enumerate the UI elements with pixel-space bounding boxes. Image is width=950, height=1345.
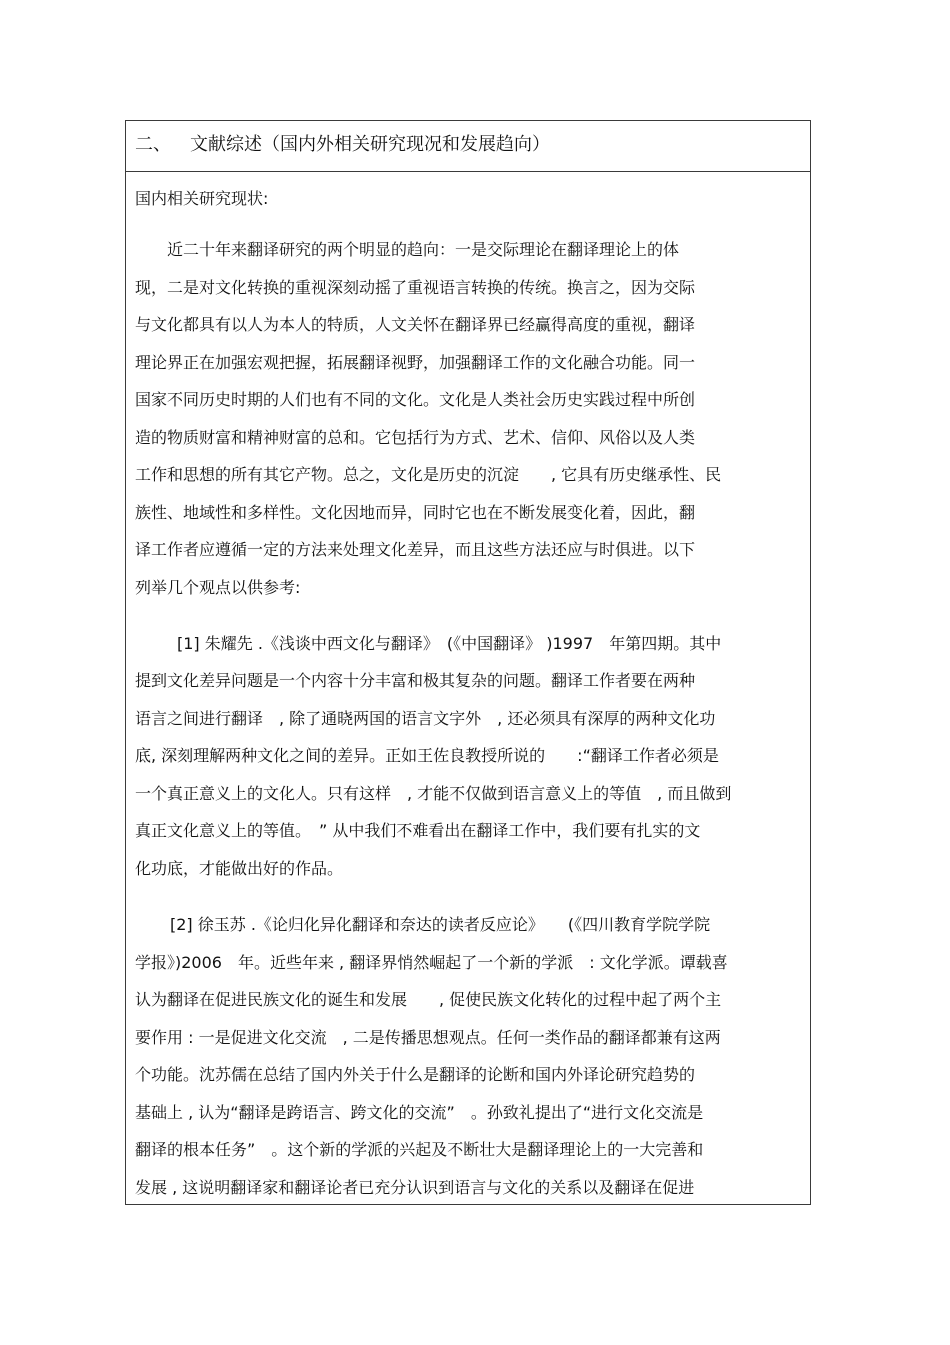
section-header (126, 121, 810, 172)
section-title: 文献综述（国内外相关研究现况和发展趋向） (190, 134, 550, 155)
section-body (126, 172, 810, 1204)
intro-line: 国家不同历史时期的人们也有不同的文化。文化是人类社会历史实践过程中所创 (135, 390, 696, 409)
intro-line: 理论界正在加强宏观把握，拓展翻译视野，加强翻译工作的文化融合功能。同一 (135, 353, 696, 372)
ref1-line: 提到文化差异问题是一个内容十分丰富和极其复杂的问题。翻译工作者要在两种 (135, 671, 696, 690)
intro-line: 族性、地域性和多样性。文化因地而异，同时它也在不断发展变化着，因此，翻 (135, 503, 696, 522)
ref2-line: 个功能。沈苏儒在总结了国内外关于什么是翻译的论断和国内外译论研究趋势的 (135, 1065, 696, 1084)
ref2-line: 要作用 : 一是促进文化交流 , 二是传播思想观点。任何一类作品的翻译都兼有这两 (135, 1028, 721, 1047)
ref2-line: 基础上 , 认为“翻译是跨语言、跨文化的交流” 。孙致礼提出了“进行文化交流是 (135, 1103, 704, 1122)
document-table (125, 120, 811, 1205)
ref1-line: 真正文化意义上的等值。 ” 从中我们不难看出在翻译工作中，我们要有扎实的文 (135, 821, 701, 840)
intro-line: 造的物质财富和精神财富的总和。它包括行为方式、艺术、信仰、风俗以及人类 (135, 428, 696, 447)
ref2-line: 发展 , 这说明翻译家和翻译论者已充分认识到语言与文化的关系以及翻译在促进 (135, 1178, 695, 1197)
intro-line: 工作和思想的所有其它产物。总之，文化是历史的沉淀 , 它具有历史继承性、民 (135, 465, 722, 484)
section-number: 二、 (135, 134, 171, 155)
ref1-line: [1] 朱耀先 .《浅谈中西文化与翻译》 (《中国翻译》 )1997 年第四期。其中 (177, 634, 722, 653)
intro-line: 与文化都具有以人为本人的特质，人文关怀在翻译界已经赢得高度的重视，翻译 (135, 315, 696, 334)
ref2-line: [2] 徐玉苏 .《论归化异化翻译和奈达的读者反应论》 (《四川教育学院学院 (170, 915, 711, 934)
intro-line: 现，二是对文化转换的重视深刻动摇了重视语言转换的传统。换言之，因为交际 (135, 278, 696, 297)
ref1-line: 一个真正意义上的文化人。只有这样 , 才能不仅做到语言意义上的等值 , 而且做到 (135, 784, 732, 803)
ref1-line: 底, 深刻理解两种文化之间的差异。正如王佐良教授所说的 :“翻译工作者必须是 (135, 746, 719, 765)
ref2-line: 翻译的根本任务” 。这个新的学派的兴起及不断壮大是翻译理论上的一大完善和 (135, 1140, 704, 1159)
ref1-line: 语言之间进行翻译 , 除了通晓两国的语言文字外 , 还必须具有深厚的两种文化功 (135, 709, 716, 728)
ref1-line: 化功底，才能做出好的作品。 (135, 859, 344, 878)
domestic-heading: 国内相关研究现状: (135, 189, 269, 208)
ref2-line: 学报》)2006 年。近些年来 , 翻译界悄然崛起了一个新的学派 : 文化学派。谭载喜 (135, 953, 728, 972)
intro-line: 译工作者应遵循一定的方法来处理文化差异，而且这些方法还应与时俱进。以下 (135, 540, 696, 559)
ref2-line: 认为翻译在促进民族文化的诞生和发展 , 促使民族文化转化的过程中起了两个主 (135, 990, 722, 1009)
intro-line: 列举几个观点以供参考: (135, 578, 301, 597)
intro-line: 近二十年来翻译研究的两个明显的趋向：一是交际理论在翻译理论上的体 (167, 240, 680, 259)
